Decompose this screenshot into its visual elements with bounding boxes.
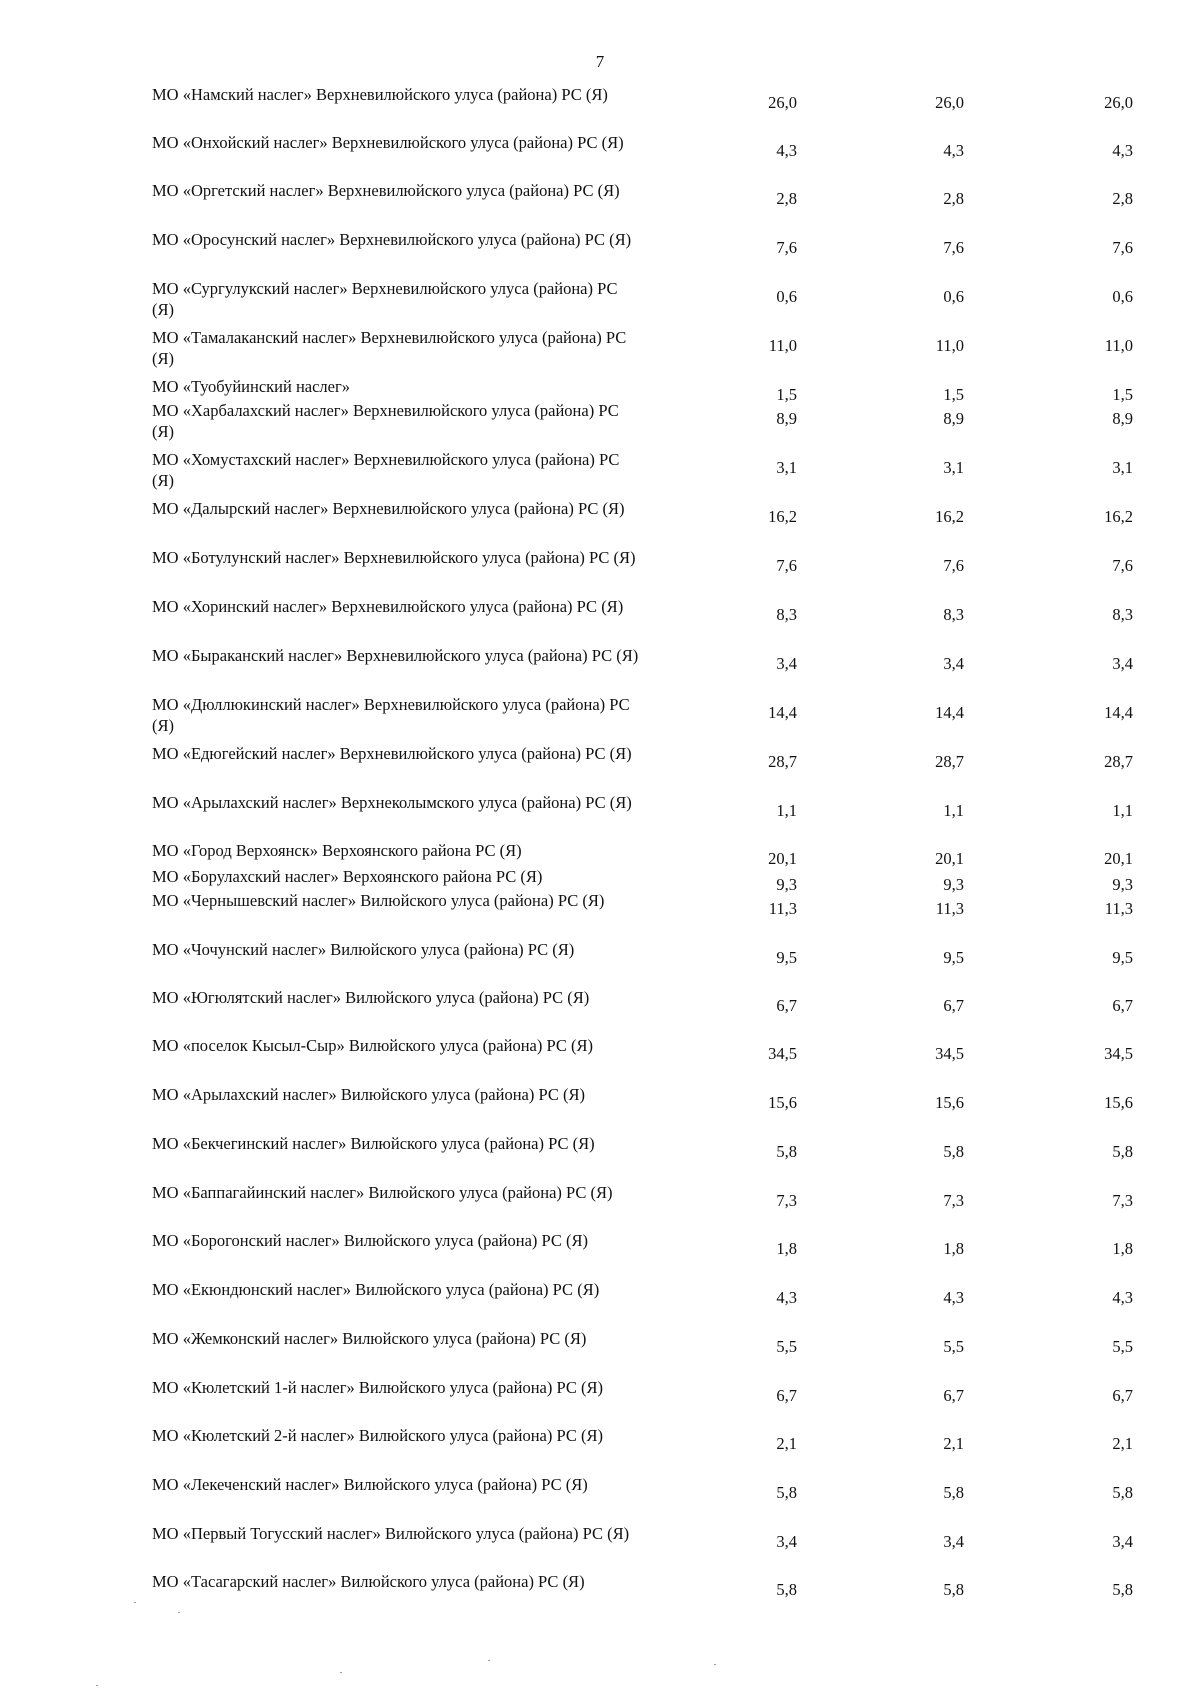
value-year-2: 1,5 [943, 385, 964, 404]
value-year-1: 11,3 [768, 899, 797, 918]
value-year-3: 4,3 [1112, 1288, 1133, 1307]
value-year-3: 11,0 [1104, 336, 1133, 355]
table-row [0, 792, 1200, 840]
value-year-3: 3,1 [1112, 458, 1133, 477]
table-row [0, 278, 1200, 326]
value-year-1: 3,4 [776, 1532, 797, 1551]
value-year-2: 4,3 [943, 1288, 964, 1307]
municipality-name: МО «Борогонский наслег» Вилюйского улуса (района) РС (Я) [152, 1231, 589, 1250]
municipality-name: МО «Арылахский наслег» Вилюйского улуса (района) РС (Я) [152, 1085, 585, 1104]
table-row [0, 939, 1200, 987]
table-row [0, 987, 1200, 1035]
value-year-2: 26,0 [935, 93, 964, 112]
value-year-1: 3,4 [776, 654, 797, 673]
table-row [0, 180, 1200, 228]
value-year-1: 0,6 [776, 287, 797, 306]
value-year-1: 8,3 [776, 605, 797, 624]
value-year-1: 9,3 [776, 875, 797, 894]
municipality-name: МО «Югюлятский наслег» Вилюйского улуса (района) РС (Я) [152, 988, 590, 1007]
municipality-name: МО «Ботулунский наслег» Верхневилюйского улуса (района) РС (Я) [152, 548, 636, 567]
value-year-2: 5,8 [943, 1483, 964, 1502]
value-year-2: 1,8 [943, 1239, 964, 1258]
value-year-2: 8,9 [943, 409, 964, 428]
municipality-name: МО «Тамалаканский наслег» Верхневилюйского улуса (района) РС (Я) [152, 328, 627, 368]
value-year-3: 14,4 [1104, 703, 1133, 722]
value-year-2: 8,3 [943, 605, 964, 624]
value-year-2: 6,7 [943, 996, 964, 1015]
value-year-1: 3,1 [776, 458, 797, 477]
municipality-name: МО «Едюгейский наслег» Верхневилюйского улуса (района) РС (Я) [152, 744, 632, 763]
table-row [0, 1182, 1200, 1230]
value-year-3: 34,5 [1104, 1044, 1133, 1063]
value-year-1: 7,6 [776, 238, 797, 257]
value-year-1: 16,2 [768, 507, 797, 526]
municipality-name: МО «Хомустахский наслег» Верхневилюйского улуса (района) РС (Я) [152, 450, 620, 490]
value-year-2: 2,1 [943, 1434, 964, 1453]
value-year-2: 20,1 [935, 849, 964, 868]
value-year-2: 7,6 [943, 556, 964, 575]
value-year-2: 3,1 [943, 458, 964, 477]
value-year-1: 1,5 [776, 385, 797, 404]
value-year-3: 5,5 [1112, 1337, 1133, 1356]
value-year-3: 26,0 [1104, 93, 1133, 112]
value-year-2: 5,5 [943, 1337, 964, 1356]
municipality-name: МО «Хоринский наслег» Верхневилюйского улуса (района) РС (Я) [152, 597, 624, 616]
value-year-3: 5,8 [1112, 1580, 1133, 1599]
value-year-2: 3,4 [943, 654, 964, 673]
municipality-name: МО «Быраканский наслег» Верхневилюйского улуса (района) РС (Я) [152, 646, 639, 665]
table-row [0, 1328, 1200, 1376]
value-year-1: 20,1 [768, 849, 797, 868]
table-row [0, 498, 1200, 546]
table-row [0, 547, 1200, 595]
municipality-name: МО «Баппагайинский наслег» Вилюйского улуса (района) РС (Я) [152, 1183, 613, 1202]
value-year-1: 8,9 [776, 409, 797, 428]
value-year-2: 5,8 [943, 1142, 964, 1161]
value-year-1: 6,7 [776, 1386, 797, 1405]
municipality-name: МО «Оросунский наслег» Верхневилюйского улуса (района) РС (Я) [152, 230, 632, 249]
value-year-1: 4,3 [776, 141, 797, 160]
value-year-1: 7,3 [776, 1191, 797, 1210]
value-year-1: 5,5 [776, 1337, 797, 1356]
table-row [0, 400, 1200, 448]
table-row [0, 1133, 1200, 1181]
value-year-1: 15,6 [768, 1093, 797, 1112]
value-year-2: 9,5 [943, 948, 964, 967]
value-year-3: 0,6 [1112, 287, 1133, 306]
value-year-1: 34,5 [768, 1044, 797, 1063]
value-year-2: 0,6 [943, 287, 964, 306]
value-year-2: 16,2 [935, 507, 964, 526]
value-year-1: 2,8 [776, 189, 797, 208]
value-year-1: 6,7 [776, 996, 797, 1015]
value-year-1: 1,1 [776, 801, 797, 820]
table-row [0, 1084, 1200, 1132]
municipality-name: МО «Сургулукский наслег» Верхневилюйского улуса (района) РС (Я) [152, 279, 618, 319]
municipality-name: МО «Далырский наслег» Верхневилюйского улуса (района) РС (Я) [152, 499, 625, 518]
municipality-name: МО «Кюлетский 2-й наслег» Вилюйского улуса (района) РС (Я) [152, 1426, 603, 1445]
table-row [0, 596, 1200, 644]
value-year-3: 1,5 [1112, 385, 1133, 404]
value-year-2: 7,3 [943, 1191, 964, 1210]
value-year-3: 5,8 [1112, 1483, 1133, 1502]
value-year-2: 11,3 [935, 899, 964, 918]
value-year-3: 7,6 [1112, 238, 1133, 257]
value-year-3: 6,7 [1112, 996, 1133, 1015]
value-year-2: 5,8 [943, 1580, 964, 1599]
table-row [0, 1571, 1200, 1619]
municipality-name: МО «Арылахский наслег» Верхнеколымского улуса (района) РС (Я) [152, 793, 632, 812]
page-number: 7 [595, 52, 605, 71]
value-year-3: 8,3 [1112, 605, 1133, 624]
scan-speck [134, 1602, 136, 1603]
municipality-name: МО «Чернышевский наслег» Вилюйского улуса (района) РС (Я) [152, 891, 605, 910]
value-year-2: 34,5 [935, 1044, 964, 1063]
value-year-1: 5,8 [776, 1142, 797, 1161]
municipality-name: МО «Намский наслег» Верхневилюйского улуса (района) РС (Я) [152, 85, 608, 104]
scan-speck [488, 1660, 490, 1661]
table-row [0, 327, 1200, 375]
municipality-name: МО «Город Верхоянск» Верхоянского района РС (Я) [152, 841, 522, 860]
municipality-name: МО «поселок Кысыл-Сыр» Вилюйского улуса (района) РС (Я) [152, 1036, 593, 1055]
value-year-2: 9,3 [943, 875, 964, 894]
table-row [0, 1035, 1200, 1083]
value-year-1: 26,0 [768, 93, 797, 112]
value-year-2: 1,1 [943, 801, 964, 820]
value-year-3: 2,8 [1112, 189, 1133, 208]
value-year-3: 8,9 [1112, 409, 1133, 428]
value-year-3: 4,3 [1112, 141, 1133, 160]
value-year-3: 15,6 [1104, 1093, 1133, 1112]
value-year-2: 7,6 [943, 238, 964, 257]
municipality-name: МО «Туобуйинский наслег» [152, 377, 350, 396]
table-row [0, 694, 1200, 742]
municipality-name: МО «Онхойский наслег» Верхневилюйского улуса (района) РС (Я) [152, 133, 624, 152]
value-year-1: 14,4 [768, 703, 797, 722]
scan-speck [340, 1672, 342, 1673]
municipality-name: МО «Лекеченский наслег» Вилюйского улуса (района) РС (Я) [152, 1475, 588, 1494]
municipality-name: МО «Бекчегинский наслег» Вилюйского улуса (района) РС (Я) [152, 1134, 595, 1153]
table-row [0, 1279, 1200, 1327]
value-year-3: 3,4 [1112, 1532, 1133, 1551]
scan-speck [96, 1685, 98, 1686]
value-year-2: 4,3 [943, 141, 964, 160]
value-year-1: 5,8 [776, 1483, 797, 1502]
value-year-3: 7,3 [1112, 1191, 1133, 1210]
value-year-3: 9,3 [1112, 875, 1133, 894]
value-year-2: 3,4 [943, 1532, 964, 1551]
scan-speck [178, 1612, 180, 1613]
value-year-3: 20,1 [1104, 849, 1133, 868]
value-year-3: 7,6 [1112, 556, 1133, 575]
municipality-name: МО «Тасагарский наслег» Вилюйского улуса (района) РС (Я) [152, 1572, 585, 1591]
value-year-3: 9,5 [1112, 948, 1133, 967]
value-year-2: 14,4 [935, 703, 964, 722]
value-year-1: 1,8 [776, 1239, 797, 1258]
value-year-2: 28,7 [935, 752, 964, 771]
municipality-name: МО «Харбалахский наслег» Верхневилюйского улуса (района) РС (Я) [152, 401, 619, 441]
value-year-1: 4,3 [776, 1288, 797, 1307]
value-year-1: 9,5 [776, 948, 797, 967]
table-row [0, 645, 1200, 693]
table-row [0, 1230, 1200, 1278]
table-row [0, 449, 1200, 497]
municipality-name: МО «Борулахский наслег» Верхоянского района РС (Я) [152, 867, 543, 886]
table-row [0, 1474, 1200, 1522]
table-row [0, 1425, 1200, 1473]
value-year-3: 5,8 [1112, 1142, 1133, 1161]
municipality-name: МО «Чочунский наслег» Вилюйского улуса (района) РС (Я) [152, 940, 575, 959]
value-year-3: 11,3 [1104, 899, 1133, 918]
value-year-3: 28,7 [1104, 752, 1133, 771]
municipality-name: МО «Оргетский наслег» Верхневилюйского улуса (района) РС (Я) [152, 181, 620, 200]
municipality-name: МО «Кюлетский 1-й наслег» Вилюйского улуса (района) РС (Я) [152, 1378, 603, 1397]
value-year-2: 11,0 [935, 336, 964, 355]
table-row [0, 743, 1200, 791]
value-year-2: 15,6 [935, 1093, 964, 1112]
value-year-1: 5,8 [776, 1580, 797, 1599]
table-row [0, 132, 1200, 180]
municipality-name: МО «Екюндюнский наслег» Вилюйского улуса (района) РС (Я) [152, 1280, 600, 1299]
value-year-3: 16,2 [1104, 507, 1133, 526]
value-year-3: 1,8 [1112, 1239, 1133, 1258]
municipality-name: МО «Жемконский наслег» Вилюйского улуса (района) РС (Я) [152, 1329, 587, 1348]
municipality-name: МО «Дюллюкинский наслег» Верхневилюйского улуса (района) РС (Я) [152, 695, 630, 735]
value-year-1: 28,7 [768, 752, 797, 771]
table-row [0, 229, 1200, 277]
value-year-3: 6,7 [1112, 1386, 1133, 1405]
table-row [0, 1523, 1200, 1571]
value-year-3: 3,4 [1112, 654, 1133, 673]
value-year-3: 1,1 [1112, 801, 1133, 820]
value-year-1: 11,0 [768, 336, 797, 355]
value-year-1: 2,1 [776, 1434, 797, 1453]
table-row [0, 84, 1200, 132]
table-row [0, 1377, 1200, 1425]
scan-speck [714, 1664, 716, 1665]
table-row [0, 890, 1200, 938]
value-year-2: 2,8 [943, 189, 964, 208]
value-year-1: 7,6 [776, 556, 797, 575]
municipality-name: МО «Первый Тогусский наслег» Вилюйского улуса (района) РС (Я) [152, 1524, 630, 1543]
value-year-3: 2,1 [1112, 1434, 1133, 1453]
value-year-2: 6,7 [943, 1386, 964, 1405]
